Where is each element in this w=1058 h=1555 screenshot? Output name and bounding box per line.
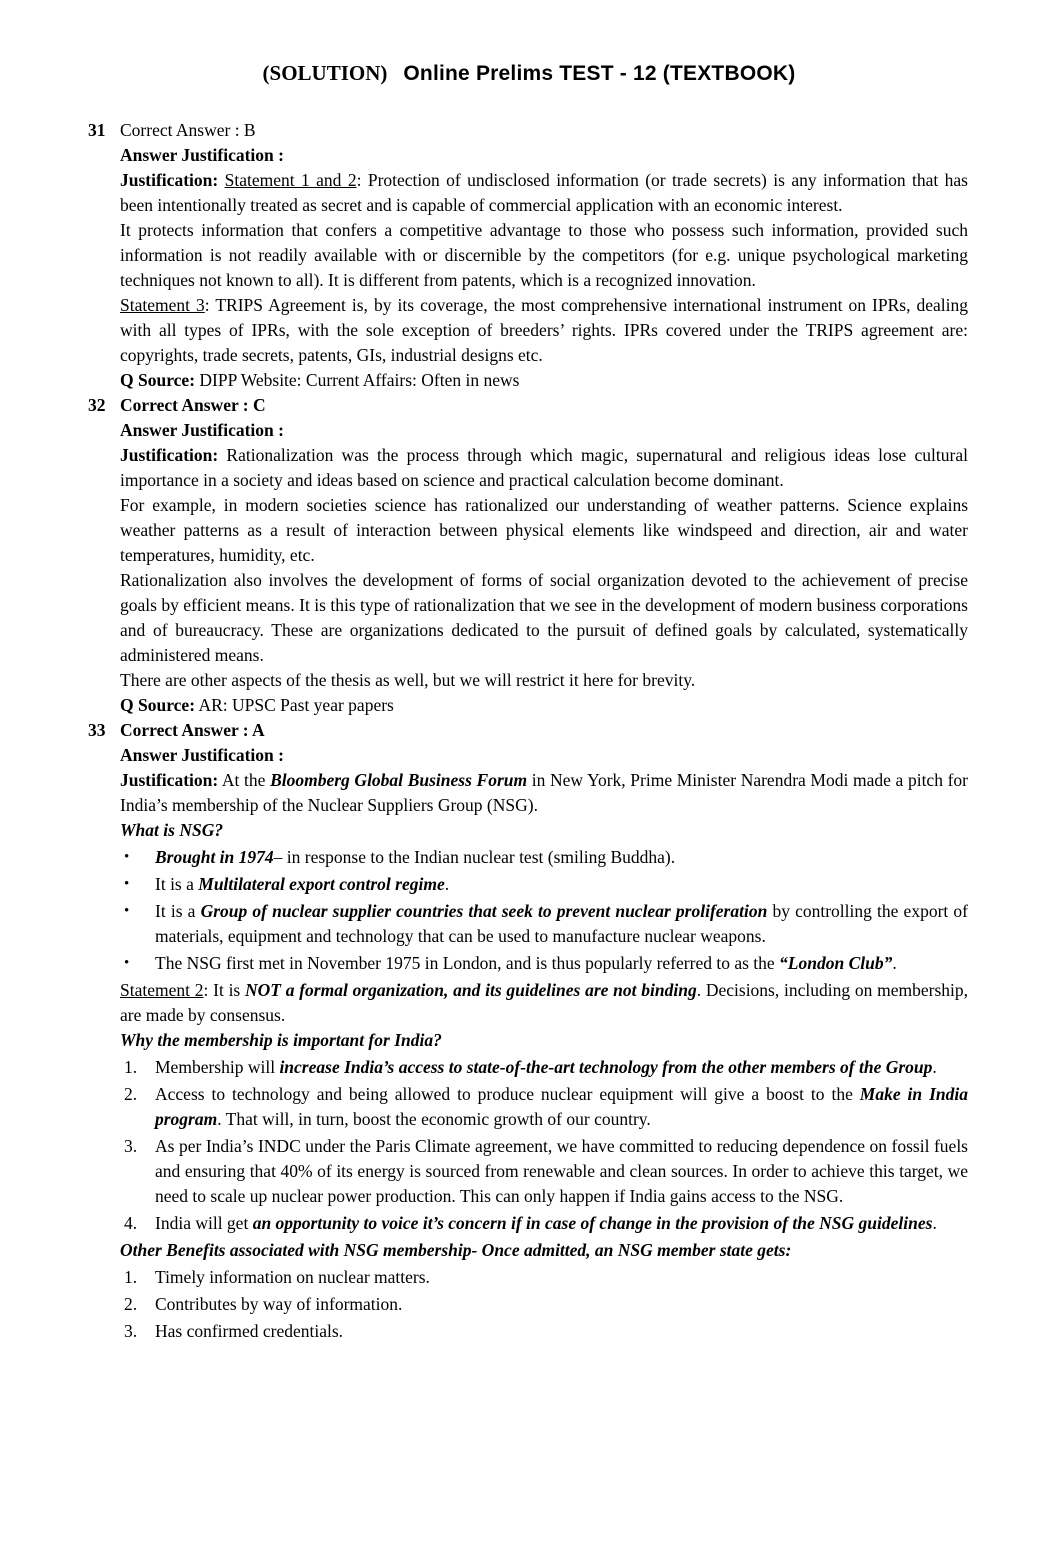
numbered-item — [120, 1055, 968, 1080]
answer-item-33 — [88, 718, 968, 1346]
list-item-text — [155, 1055, 968, 1080]
list-item-text — [155, 872, 968, 897]
question-number: 31 — [88, 120, 106, 140]
text-run: by controlling the export of materials, equipment and technology that can be used to manufacture nuclear weapons. — [155, 901, 968, 946]
paragraph — [120, 393, 968, 418]
numbered-item — [120, 1319, 968, 1344]
text-run: The NSG first met in November 1975 in London, and is thus popularly referred to as the — [155, 953, 780, 973]
paragraph — [120, 493, 968, 568]
list-item-text — [155, 1082, 968, 1132]
paragraph — [120, 818, 968, 843]
bullet-icon: • — [124, 849, 130, 865]
text-run: Rationalization also involves the development of forms of social organization devoted to the achievement of precise goals by efficient means. It is this type of rationalization that we see in the development of modern business corporations and of bureaucracy. These are organizations dedicated to the pursuit of defined goals by calculated, systematically administered means. — [120, 570, 968, 665]
text-run: For example, in modern societies science has rationalized our understanding of weather patterns. Science explains weather patterns as a result of interaction between physical elements like windspeed and direction, air and water temperatures, humidity, etc. — [120, 495, 968, 565]
list-number: 1. — [124, 1057, 138, 1077]
text-run: Answer Justification : — [120, 420, 284, 440]
paragraph — [120, 143, 968, 168]
document-body — [88, 118, 968, 1346]
paragraph — [120, 443, 968, 493]
text-run: increase India’s access to state-of-the-art technology from the other members of the Group — [279, 1057, 933, 1077]
paragraph — [120, 668, 968, 693]
paragraph — [120, 978, 968, 1028]
bullet-icon: • — [124, 955, 130, 971]
text-run: . — [892, 953, 897, 973]
list-item-text — [155, 899, 968, 949]
question-number: 33 — [88, 720, 106, 740]
text-run: Q Source: — [120, 695, 196, 715]
bullet-item — [120, 951, 968, 976]
paragraph — [120, 743, 968, 768]
answer-content — [120, 393, 968, 718]
text-run: There are other aspects of the thesis as well, but we will restrict it here for brevity. — [120, 670, 696, 690]
text-run: Answer Justification : — [120, 745, 284, 765]
question-number: 32 — [88, 395, 106, 415]
answer-item-31 — [88, 118, 968, 393]
text-run: Make in India program — [155, 1084, 968, 1129]
list-item-text — [155, 1134, 968, 1209]
text-run: Statement 1 and 2 — [224, 170, 357, 190]
text-run: It is a — [155, 901, 201, 921]
text-run: Has confirmed credentials. — [155, 1321, 344, 1341]
paragraph — [120, 368, 968, 393]
list-item-text — [155, 1292, 968, 1317]
text-run: Contributes by way of information. — [155, 1294, 403, 1314]
text-run: : It is — [203, 980, 245, 1000]
text-run: Group of nuclear supplier countries that seek to prevent nuclear proliferation — [200, 901, 768, 921]
text-run: Multilateral export control regime — [198, 874, 445, 894]
text-run: India will get — [155, 1213, 253, 1233]
list-number: 2. — [124, 1084, 138, 1104]
text-run: Justification: — [120, 770, 219, 790]
numbered-item — [120, 1292, 968, 1317]
list-number: 3. — [124, 1321, 138, 1341]
title-solution-label: (SOLUTION) — [262, 61, 388, 85]
text-run: Q Source: — [120, 370, 196, 390]
text-run: Brought in 1974 — [155, 847, 274, 867]
text-run: Justification: — [120, 445, 219, 465]
answer-content — [120, 118, 968, 393]
list-number: 3. — [124, 1136, 138, 1156]
list-item-text — [155, 1211, 968, 1236]
numbered-item — [120, 1134, 968, 1209]
text-run: . — [932, 1057, 937, 1077]
bullet-item — [120, 845, 968, 870]
numbered-item — [120, 1211, 968, 1236]
text-run: Justification: — [120, 170, 219, 190]
text-run: AR: UPSC Past year papers — [195, 695, 394, 715]
paragraph — [120, 218, 968, 293]
paragraph — [120, 1028, 968, 1053]
text-run: Bloomberg Global Business Forum — [270, 770, 528, 790]
numbered-item — [120, 1082, 968, 1132]
text-run: What is NSG? — [120, 820, 224, 840]
text-run: Statement 2 — [120, 980, 204, 1000]
list-number: 2. — [124, 1294, 138, 1314]
text-run: in New York, Prime Minister Narendra Modi made a pitch for India’s membership of the Nuclear Suppliers Group (NSG). — [120, 770, 968, 815]
text-run: Answer Justification : — [120, 145, 284, 165]
list-item-text — [155, 845, 968, 870]
answer-item-32 — [88, 393, 968, 718]
text-run: Rationalization was the process through which magic, supernatural and religious ideas lose cultural importance in a society and ideas based on science and practical calculation become dominant. — [120, 445, 968, 490]
numbered-item — [120, 1265, 968, 1290]
text-run: : TRIPS Agreement is, by its coverage, the most comprehensive international instrument on IPRs, dealing with all types of IPRs, with the sole exception of breeders’ rights. IPRs covered under the TRIPS agreement are: copyrights, trade secrets, patents, GIs, industrial designs etc. — [120, 295, 968, 365]
text-run: Why the membership is important for India? — [120, 1030, 442, 1050]
text-run: It is a — [155, 874, 199, 894]
text-run: Correct Answer : C — [120, 395, 266, 415]
text-run: Statement 3 — [120, 295, 205, 315]
text-run: . — [932, 1213, 937, 1233]
text-run: . That will, in turn, boost the economic growth of our country. — [217, 1109, 651, 1129]
answer-content — [120, 718, 968, 1346]
text-run: . — [444, 874, 450, 894]
document-page — [0, 58, 1058, 1555]
bullet-item — [120, 872, 968, 897]
bullet-icon: • — [124, 876, 130, 892]
text-run: “London Club” — [779, 953, 893, 973]
paragraph — [120, 418, 968, 443]
paragraph — [120, 718, 968, 743]
text-run: DIPP Website: Current Affairs: Often in news — [195, 370, 520, 390]
text-run: As per India’s INDC under the Paris Climate agreement, we have committed to reducing dependence on fossil fuels and ensuring that 40% of its energy is sourced from renewable and clean sources. In order to achieve this target, we need to scale up nuclear power production. This can only happen if India gains access to the NSG. — [155, 1136, 968, 1206]
title-test-name: Online Prelims TEST - 12 (TEXTBOOK) — [403, 62, 796, 85]
paragraph — [120, 168, 968, 218]
text-run: : Protection of undisclosed information (or trade secrets) is any information that has been intentionally treated as secret and is capable of commercial application with an economic interest. — [120, 170, 968, 215]
text-run: Timely information on nuclear matters. — [155, 1267, 430, 1287]
text-run: At the — [218, 770, 271, 790]
text-run: Membership will — [155, 1057, 280, 1077]
text-run: Correct Answer : B — [120, 120, 256, 140]
text-run: NOT a formal organization, and its guidelines are not binding — [245, 980, 697, 1000]
list-number: 1. — [124, 1267, 138, 1287]
text-run: – in response to the Indian nuclear test (smiling Buddha). — [273, 847, 676, 867]
page-title — [0, 58, 1058, 89]
text-run: . Decisions, including on membership, are made by consensus. — [120, 980, 968, 1025]
paragraph — [120, 118, 968, 143]
paragraph — [120, 293, 968, 368]
list-item-text — [155, 951, 968, 976]
list-item-text — [155, 1265, 968, 1290]
list-number: 4. — [124, 1213, 138, 1233]
text-run: Correct Answer : A — [120, 720, 265, 740]
text-run: Access to technology and being allowed to produce nuclear equipment will give a boost to the — [155, 1084, 860, 1104]
paragraph — [120, 1238, 968, 1263]
list-item-text — [155, 1319, 968, 1344]
text-run: an opportunity to voice it’s concern if in case of change in the provision of the NSG guidelines — [252, 1213, 933, 1233]
paragraph — [120, 568, 968, 668]
bullet-item — [120, 899, 968, 949]
paragraph — [120, 768, 968, 818]
text-run: It protects information that confers a competitive advantage to those who possess such information, provided such information is not readily available with or discernible by the competitors (for e.g. unique psychological marketing techniques not known to all). It is different from patents, which is a recognized innovation. — [120, 220, 968, 290]
text-run: Other Benefits associated with NSG membership- Once admitted, an NSG member state gets: — [120, 1240, 792, 1260]
paragraph — [120, 693, 968, 718]
bullet-icon: • — [124, 903, 130, 919]
